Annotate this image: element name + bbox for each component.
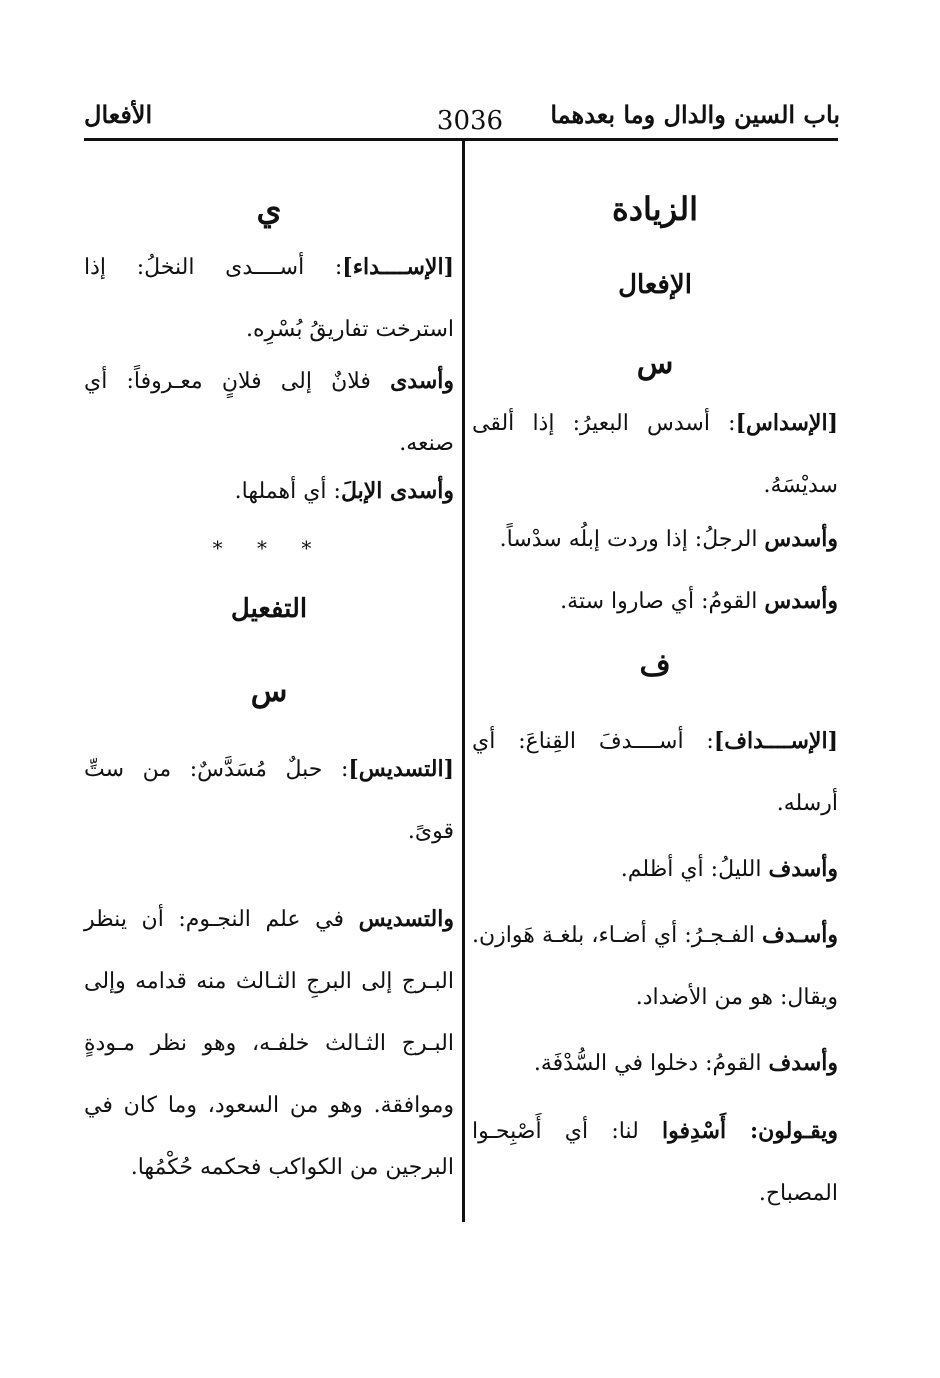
entry-headword: وأسدى الإبلَ [340, 478, 454, 504]
entry-isdas [472, 392, 838, 517]
page-number: 3036 [436, 106, 504, 136]
heading-ziyada: الزيادة [612, 190, 698, 228]
entry-asdas-qawm [472, 570, 838, 633]
entry-headword: والتسديس [358, 906, 454, 932]
entry-asdaf-layl [472, 838, 838, 901]
entry-headword: وأسدف [768, 856, 838, 882]
chapter-title: باب السين والدال وما بعدهما [550, 100, 840, 129]
entry-headword: وأسدف [768, 1050, 838, 1076]
entry-tasdis-nujum [84, 888, 454, 1199]
entry-headword: [الإســــداء] [342, 254, 454, 280]
entry-headword: وأسدس [764, 526, 838, 552]
entry-text: الليلُ: أي أظلم. [620, 857, 769, 882]
entry-tasdis [84, 738, 454, 863]
entry-asdaf-qawm [472, 1032, 838, 1095]
letter-heading-sin: س [250, 674, 288, 709]
entry-text: الفـجـرُ: أي أضـاء، بلغـة هَوازن. ويقال: هو من الأضداد. [472, 923, 838, 1010]
entry-headword: ويقـولون: أَسْدِفوا [662, 1118, 839, 1144]
entry-text: : أسدس البعيرُ: إذا ألقى سديْسَهُ. [472, 411, 838, 498]
header-rule [84, 138, 838, 141]
entry-asdaf-fajr [472, 904, 838, 1029]
column-divider [462, 140, 465, 1222]
letter-heading-ya: ي [256, 190, 282, 228]
entry-headword: [الإســــداف] [713, 728, 838, 754]
heading-ifal: الإفعال [618, 270, 692, 300]
entry-asda-fulan [84, 350, 454, 475]
entry-headword: وأسدس [764, 588, 838, 614]
letter-heading-sin: س [636, 346, 674, 381]
entry-text: لنا: أي أَصْبِحـوا المصباح. [472, 1119, 838, 1206]
entry-text: الرجلُ: إذا وردت إبلُه سدْساً. [499, 527, 765, 552]
entry-text: القومُ: دخلوا في السُّدْفَة. [533, 1051, 769, 1076]
entry-headword: وأسـدف [762, 922, 838, 948]
section-title: الأفعال [84, 100, 153, 129]
entry-text: القومُ: أي صاروا ستة. [560, 589, 765, 614]
entry-yaqulun [472, 1100, 838, 1225]
entry-isda [84, 236, 454, 361]
entry-asda-ibil [84, 460, 454, 523]
entry-headword: [الإسداس] [735, 410, 838, 436]
entry-text: : أســــدفَ القِناعَ: أي أرسله. [472, 729, 838, 816]
entry-headword: [التسديس] [348, 756, 454, 782]
entry-text: : حبلٌ مُسَدَّسٌ: من ستِّ قوىً. [84, 757, 454, 844]
heading-tafeel: التفعيل [230, 594, 308, 624]
entry-asdas-rajul [472, 508, 838, 571]
entry-headword: وأسدى [390, 368, 454, 394]
letter-heading-fa: ف [639, 648, 671, 683]
entry-text: فلانٌ إلى فلانٍ معـروفاً: أي صنعه. [84, 369, 454, 456]
section-separator: * * * [212, 536, 326, 560]
entry-text: : أســــدى النخلُ: إذا استرخت تفاريقُ بُسْرِه. [84, 255, 454, 342]
entry-text: في علم النجـوم: أن ينظر البـرج إلى البرجِ الثـالث منه قدامه وإلى البـرج الثـالث خلفـه، وهو نظر مـودةٍ وموافقة. وهو من السعود، وما كان في البرجين من الكواكب فحكمه حُكْمُها. [84, 907, 454, 1180]
entry-text: : أي أهملها. [234, 479, 341, 504]
entry-isdaf [472, 710, 838, 835]
